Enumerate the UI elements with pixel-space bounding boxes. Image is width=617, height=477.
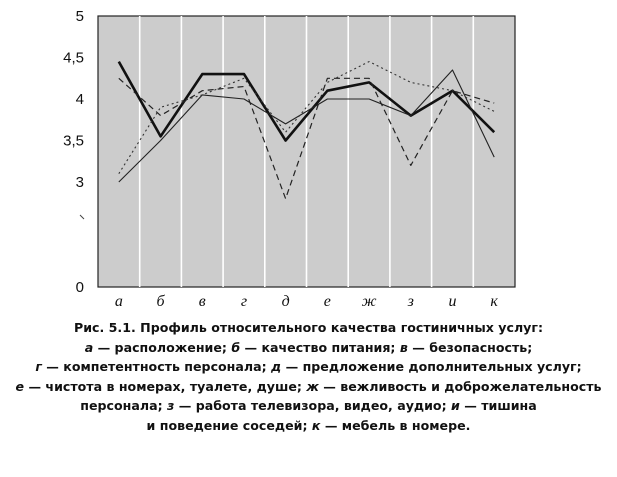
y-tick-label: 3,5 [63,132,84,150]
y-tick-label: 4,5 [63,49,84,67]
caption-letter: и [451,398,460,414]
caption-text: — тишина [459,398,537,414]
caption-line-1 [0,318,617,338]
caption-line-5 [0,396,617,416]
x-tick-label: з [407,293,414,310]
caption-text: — работа телевизора, видео, аудио; [174,398,451,414]
caption-letter: ж [306,378,319,394]
x-tick-label: а [114,293,123,310]
caption-letter: е [15,378,25,394]
caption-text: — вежливость и доброжелательность [318,378,602,394]
caption-text: Рис. 5.1. Профиль относительного качества гостиничных услуг: [73,320,544,335]
caption-letter: г [35,359,42,375]
caption-text: — чистота в номерах, туалете, душе; [24,378,307,394]
caption-text: — расположение; [93,339,232,355]
x-axis-ticks [115,293,499,310]
x-tick-label: г [240,293,248,310]
x-tick-label: е [323,293,331,310]
caption-letter: в [399,339,408,355]
axis-break-mark [80,215,84,219]
caption-text: и поведение соседей; [146,417,312,433]
caption-line-2 [0,338,617,358]
y-axis-ticks [63,8,84,296]
caption-letter: д [271,359,282,375]
caption-letter: к [311,417,321,433]
caption-text: персонала; [80,398,167,414]
x-tick-label: д [281,293,290,310]
x-tick-label: в [198,293,206,310]
caption-text: — качество питания; [240,339,400,355]
caption-text: — предложение дополнительных услуг; [281,359,582,375]
x-tick-label: и [448,293,457,310]
caption-text: — безопасность; [407,339,533,355]
x-tick-label: б [156,293,165,310]
x-tick-label: ж [361,293,377,310]
x-tick-label: к [490,293,498,310]
caption-text: — компетентность персонала; [41,359,272,375]
caption-letter: а [84,339,94,355]
caption-line-3 [0,357,617,377]
caption-line-4 [0,377,617,397]
caption-line-6 [0,416,617,436]
y-tick-label: 0 [75,279,84,296]
y-tick-label: 3 [75,174,84,191]
caption-letter: з [167,398,175,414]
y-tick-label: 4 [75,91,84,108]
figure-caption [0,318,617,436]
caption-letter: б [231,339,241,355]
y-tick-label: 5 [75,8,84,25]
caption-text: — мебель в номере. [320,417,471,433]
